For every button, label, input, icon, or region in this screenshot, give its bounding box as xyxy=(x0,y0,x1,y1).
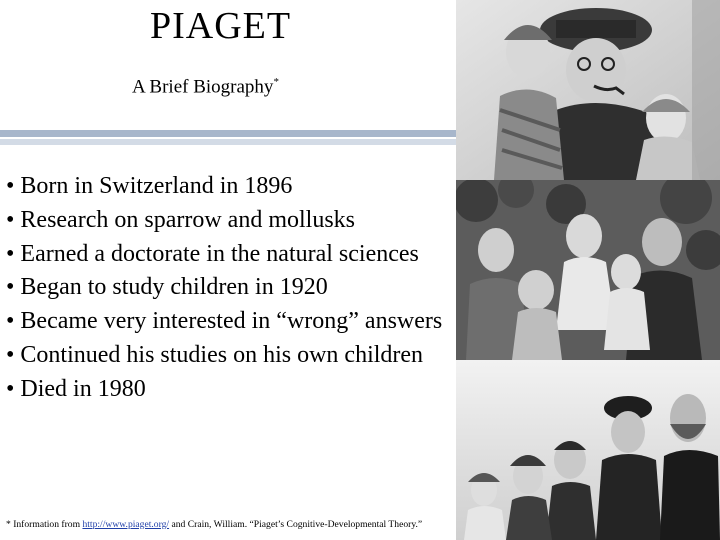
divider-band-light xyxy=(0,139,458,145)
bullet-item: • Research on sparrow and mollusks xyxy=(6,206,355,233)
photo-piaget-with-children-winter xyxy=(456,0,720,180)
slide-title: PIAGET xyxy=(150,5,292,47)
bullet-item: • Became very interested in “wrong” answers xyxy=(6,308,443,335)
footnote-link[interactable]: http://www.piaget.org/ xyxy=(82,519,170,530)
subtitle-text: A Brief Biography xyxy=(132,76,274,98)
subtitle-footnote-mark: * xyxy=(273,76,279,88)
bullet-item: • Began to study children in 1920 xyxy=(6,274,328,301)
bullet-item: • Earned a doctorate in the natural sciences xyxy=(6,240,419,267)
slide-subtitle xyxy=(132,70,279,99)
bullet-list xyxy=(6,170,446,407)
photo-piaget-family-garden xyxy=(456,180,720,360)
bullet-item: • Continued his studies on his own children xyxy=(6,341,424,368)
footnote-prefix: * Information from xyxy=(6,519,83,530)
photo-family-portrait xyxy=(456,360,720,540)
bullet-item: • Born in Switzerland in 1896 xyxy=(6,173,293,199)
divider-band-dark xyxy=(0,130,458,137)
photo-collage xyxy=(456,0,720,540)
bullet-item: • Died in 1980 xyxy=(6,375,146,402)
footnote xyxy=(6,519,456,531)
footnote-suffix: and Crain, William. “Piaget’s Cognitive-Developmental Theory.” xyxy=(169,519,423,530)
